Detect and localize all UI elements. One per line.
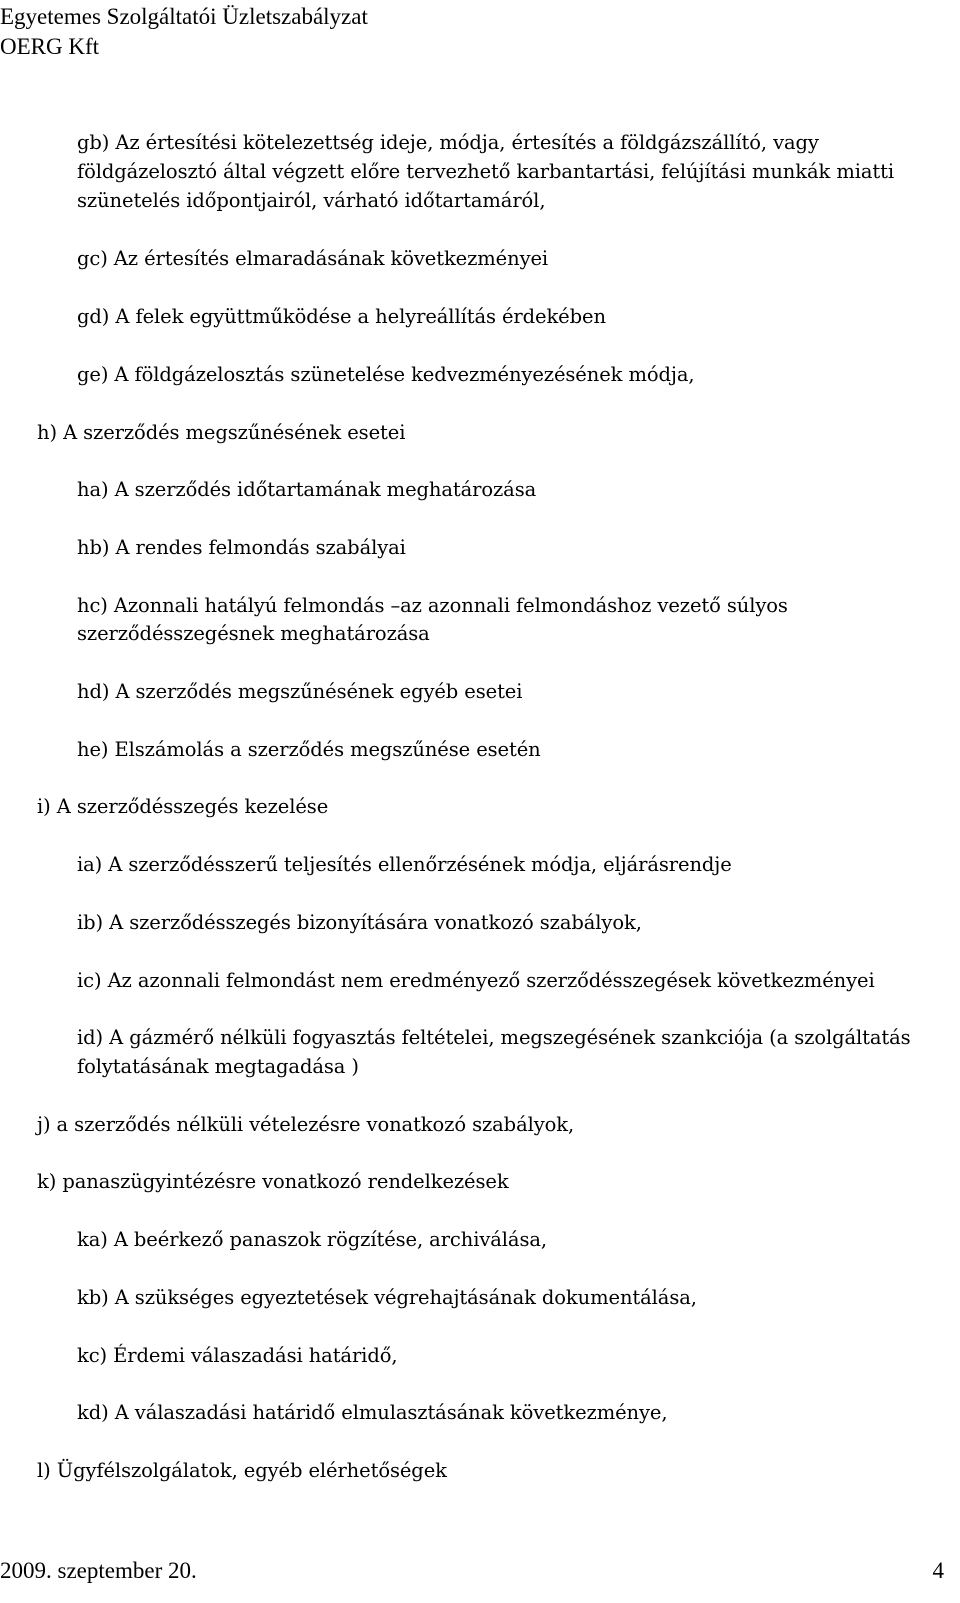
item-ib: ib) A szerződésszegés bizonyítására vonatkozó szabályok, [77,911,642,934]
item-k: k) panaszügyintézésre vonatkozó rendelkezések [37,1170,509,1193]
item-he: he) Elszámolás a szerződés megszűnése esetén [77,738,541,761]
footer-date: 2009. szeptember 20. [0,1558,197,1583]
page-number: 4 [932,1558,944,1583]
item-id-line1: id) A gázmérő nélküli fogyasztás feltételei, megszegésének szankciója (a szolgáltatás [77,1026,911,1049]
document-title: Egyetemes Szolgáltatói Üzletszabályzat [0,4,368,29]
item-kb: kb) A szükséges egyeztetések végrehajtásának dokumentálása, [77,1286,697,1309]
item-ia: ia) A szerződésszerű teljesítés ellenőrzésének módja, eljárásrendje [77,853,732,876]
company-name: OERG Kft [0,34,100,59]
item-gb-line3: szünetelés időpontjairól, várható időtartamáról, [77,189,546,212]
item-h: h) A szerződés megszűnésének esetei [37,421,406,444]
item-ge: ge) A földgázelosztás szünetelése kedvezményezésének módja, [77,363,695,386]
item-gc: gc) Az értesítés elmaradásának következményei [77,247,549,270]
item-hc-line2: szerződésszegésnek meghatározása [77,622,430,645]
item-kc: kc) Érdemi válaszadási határidő, [77,1344,398,1367]
item-i: i) A szerződésszegés kezelése [37,795,329,818]
item-ic: ic) Az azonnali felmondást nem eredményező szerződésszegések következményei [77,969,875,992]
item-gb-line2: földgázelosztó által végzett előre tervezhető karbantartási, felújítási munkák miatti [77,160,894,183]
page-header [0,2,368,62]
item-gd: gd) A felek együttműködése a helyreállítás érdekében [77,305,606,328]
item-hd: hd) A szerződés megszűnésének egyéb esetei [77,680,523,703]
item-l: l) Ügyfélszolgálatok, egyéb elérhetőségek [37,1459,447,1482]
item-ha: ha) A szerződés időtartamának meghatározása [77,478,537,501]
item-j: j) a szerződés nélküli vételezésre vonatkozó szabályok, [37,1113,575,1136]
item-hc-line1: hc) Azonnali hatályú felmondás –az azonnali felmondáshoz vezető súlyos [77,594,788,617]
item-kd: kd) A válaszadási határidő elmulasztásának következménye, [77,1401,668,1424]
item-ka: ka) A beérkező panaszok rögzítése, archiválása, [77,1228,547,1251]
item-hb: hb) A rendes felmondás szabályai [77,536,406,559]
item-gb-line1: gb) Az értesítési kötelezettség ideje, módja, értesítés a földgázszállító, vagy [77,131,819,154]
item-id-line2: folytatásának megtagadása ) [77,1055,359,1078]
